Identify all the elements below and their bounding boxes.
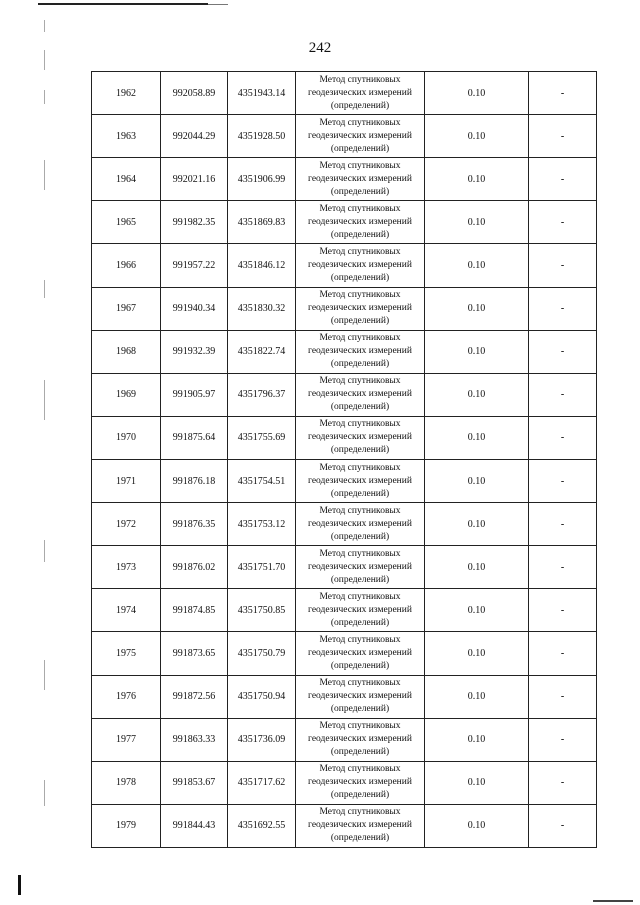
y-coordinate-cell: 4351753.12 [228,503,296,546]
y-coordinate-cell: 4351822.74 [228,330,296,373]
x-coordinate-cell: 991874.85 [161,589,228,632]
table-row [92,158,597,201]
method-line: геодезических измерений [308,518,412,529]
method-line: геодезических измерений [308,561,412,572]
note-cell: - [529,201,597,244]
method-cell [296,373,425,416]
note-cell: - [529,589,597,632]
table-body [92,72,597,848]
method-line: Метод спутниковых [319,333,401,344]
table-row [92,72,597,115]
x-coordinate-cell: 991844.43 [161,804,228,847]
point-cell: 1978 [92,761,161,804]
accuracy-cell: 0.10 [425,330,529,373]
method-line: (определений) [330,704,390,715]
accuracy-cell: 0.10 [425,503,529,546]
method-cell [296,589,425,632]
note-cell: - [529,503,597,546]
x-coordinate-cell: 991876.18 [161,459,228,502]
x-coordinate-cell: 991876.35 [161,503,228,546]
method-line: Метод спутниковых [319,764,401,775]
method-line: геодезических измерений [308,475,412,486]
x-coordinate-cell: 991872.56 [161,675,228,718]
method-line: геодезических измерений [308,647,412,658]
note-cell: - [529,72,597,115]
method-line: Метод спутниковых [319,246,401,257]
accuracy-cell: 0.10 [425,632,529,675]
method-line: Метод спутниковых [319,117,401,128]
accuracy-cell: 0.10 [425,201,529,244]
x-coordinate-cell: 991932.39 [161,330,228,373]
table-row [92,115,597,158]
method-cell [296,330,425,373]
method-line: Метод спутниковых [319,548,401,559]
table-row [92,459,597,502]
method-line: геодезических измерений [308,87,412,98]
y-coordinate-cell: 4351692.55 [228,804,296,847]
x-coordinate-cell: 991982.35 [161,201,228,244]
accuracy-cell: 0.10 [425,804,529,847]
point-cell: 1966 [92,244,161,287]
note-cell: - [529,244,597,287]
method-line: геодезических измерений [308,216,412,227]
method-line: (определений) [330,488,390,499]
y-coordinate-cell: 4351750.79 [228,632,296,675]
method-line: Метод спутниковых [319,505,401,516]
method-cell [296,287,425,330]
point-cell: 1967 [92,287,161,330]
point-cell: 1965 [92,201,161,244]
y-coordinate-cell: 4351906.99 [228,158,296,201]
method-line: (определений) [330,229,390,240]
method-line: (определений) [330,833,390,844]
table-row [92,675,597,718]
point-cell: 1969 [92,373,161,416]
method-line: (определений) [330,186,390,197]
page-number: 242 [308,40,332,56]
method-line: геодезических измерений [308,389,412,400]
method-line: (определений) [330,143,390,154]
method-line: геодезических измерений [308,432,412,443]
accuracy-cell: 0.10 [425,416,529,459]
accuracy-cell: 0.10 [425,115,529,158]
y-coordinate-cell: 4351830.32 [228,287,296,330]
note-cell: - [529,330,597,373]
y-coordinate-cell: 4351755.69 [228,416,296,459]
method-cell [296,546,425,589]
x-coordinate-cell: 991957.22 [161,244,228,287]
x-coordinate-cell: 991905.97 [161,373,228,416]
method-line: геодезических измерений [308,820,412,831]
point-cell: 1968 [92,330,161,373]
table-row [92,546,597,589]
method-cell [296,718,425,761]
method-line: (определений) [330,747,390,758]
method-line: (определений) [330,574,390,585]
scan-edge-mark [593,900,633,902]
method-cell [296,503,425,546]
note-cell: - [529,804,597,847]
note-cell: - [529,459,597,502]
method-line: (определений) [330,531,390,542]
method-line: геодезических измерений [308,130,412,141]
accuracy-cell: 0.10 [425,589,529,632]
method-line: Метод спутниковых [319,203,401,214]
x-coordinate-cell: 991873.65 [161,632,228,675]
method-cell [296,201,425,244]
method-cell [296,804,425,847]
y-coordinate-cell: 4351736.09 [228,718,296,761]
method-line: (определений) [330,402,390,413]
method-cell [296,115,425,158]
x-coordinate-cell: 991863.33 [161,718,228,761]
table-row [92,373,597,416]
table-row [92,503,597,546]
method-line: Метод спутниковых [319,634,401,645]
method-line: геодезических измерений [308,734,412,745]
x-coordinate-cell: 991875.64 [161,416,228,459]
table-row [92,589,597,632]
method-line: (определений) [330,617,390,628]
point-cell: 1974 [92,589,161,632]
method-line: геодезических измерений [308,691,412,702]
method-line: (определений) [330,316,390,327]
method-line: геодезических измерений [308,173,412,184]
accuracy-cell: 0.10 [425,459,529,502]
note-cell: - [529,158,597,201]
accuracy-cell: 0.10 [425,287,529,330]
method-line: геодезических измерений [308,303,412,314]
accuracy-cell: 0.10 [425,675,529,718]
note-cell: - [529,115,597,158]
table-row [92,201,597,244]
point-cell: 1962 [92,72,161,115]
x-coordinate-cell: 991876.02 [161,546,228,589]
note-cell: - [529,287,597,330]
y-coordinate-cell: 4351846.12 [228,244,296,287]
method-line: Метод спутниковых [319,678,401,689]
method-cell [296,72,425,115]
point-cell: 1970 [92,416,161,459]
method-line: Метод спутниковых [319,462,401,473]
x-coordinate-cell: 991853.67 [161,761,228,804]
y-coordinate-cell: 4351750.94 [228,675,296,718]
accuracy-cell: 0.10 [425,244,529,287]
method-cell [296,675,425,718]
table-row [92,632,597,675]
table-row [92,804,597,847]
point-cell: 1973 [92,546,161,589]
accuracy-cell: 0.10 [425,718,529,761]
method-line: геодезических измерений [308,259,412,270]
y-coordinate-cell: 4351751.70 [228,546,296,589]
accuracy-cell: 0.10 [425,72,529,115]
method-line: геодезических измерений [308,604,412,615]
y-coordinate-cell: 4351943.14 [228,72,296,115]
scan-edge-mark [18,875,21,895]
method-line: (определений) [330,359,390,370]
note-cell: - [529,373,597,416]
method-line: Метод спутниковых [319,807,401,818]
method-line: геодезических измерений [308,346,412,357]
y-coordinate-cell: 4351750.85 [228,589,296,632]
note-cell: - [529,761,597,804]
table-row [92,244,597,287]
point-cell: 1977 [92,718,161,761]
point-cell: 1979 [92,804,161,847]
method-cell [296,761,425,804]
method-line: Метод спутниковых [319,721,401,732]
table-row [92,330,597,373]
method-cell [296,416,425,459]
scan-edge-mark [38,3,208,5]
table-row [92,287,597,330]
method-line: Метод спутниковых [319,160,401,171]
point-cell: 1964 [92,158,161,201]
accuracy-cell: 0.10 [425,546,529,589]
method-cell [296,158,425,201]
table-row [92,416,597,459]
method-line: Метод спутниковых [319,376,401,387]
table-row [92,718,597,761]
note-cell: - [529,416,597,459]
point-cell: 1976 [92,675,161,718]
accuracy-cell: 0.10 [425,158,529,201]
method-line: Метод спутниковых [319,290,401,301]
binding-margin-marks [44,20,52,880]
y-coordinate-cell: 4351796.37 [228,373,296,416]
x-coordinate-cell: 992058.89 [161,72,228,115]
method-line: Метод спутниковых [319,74,401,85]
method-line: (определений) [330,272,390,283]
accuracy-cell: 0.10 [425,373,529,416]
method-cell [296,632,425,675]
coordinates-table [91,71,597,848]
y-coordinate-cell: 4351869.83 [228,201,296,244]
method-line: Метод спутниковых [319,591,401,602]
x-coordinate-cell: 991940.34 [161,287,228,330]
point-cell: 1975 [92,632,161,675]
point-cell: 1971 [92,459,161,502]
method-line: (определений) [330,100,390,111]
table-row [92,761,597,804]
note-cell: - [529,632,597,675]
note-cell: - [529,675,597,718]
method-line: (определений) [330,660,390,671]
x-coordinate-cell: 992044.29 [161,115,228,158]
note-cell: - [529,546,597,589]
y-coordinate-cell: 4351717.62 [228,761,296,804]
point-cell: 1963 [92,115,161,158]
x-coordinate-cell: 992021.16 [161,158,228,201]
method-cell [296,459,425,502]
method-line: (определений) [330,790,390,801]
method-line: Метод спутниковых [319,419,401,430]
accuracy-cell: 0.10 [425,761,529,804]
point-cell: 1972 [92,503,161,546]
scan-edge-mark [208,4,228,5]
method-line: (определений) [330,445,390,456]
method-cell [296,244,425,287]
method-line: геодезических измерений [308,777,412,788]
y-coordinate-cell: 4351928.50 [228,115,296,158]
y-coordinate-cell: 4351754.51 [228,459,296,502]
note-cell: - [529,718,597,761]
